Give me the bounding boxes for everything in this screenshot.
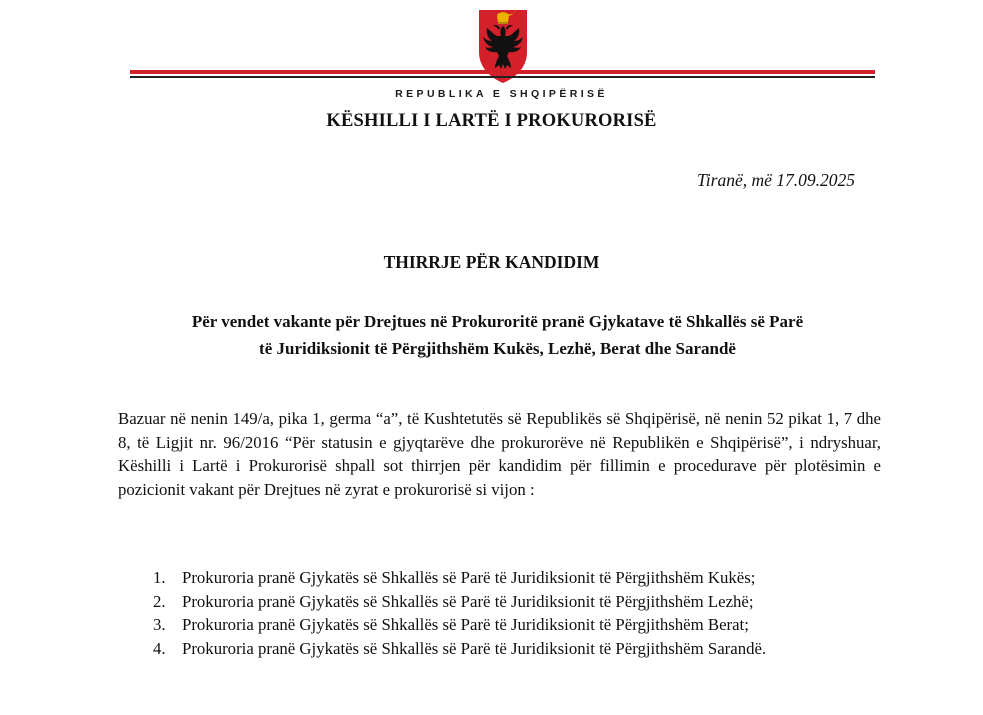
list-item-number: 1. (153, 568, 166, 587)
list-item (118, 613, 891, 637)
dateline: Tiranë, më 17.09.2025 (697, 170, 855, 190)
list-item-text: Prokuroria pranë Gjykatës së Shkallës së Parë të Juridiksionit të Përgjithshëm Berat; (182, 615, 749, 634)
council-title: KËSHILLI I LARTË I PROKURORISË (326, 111, 657, 131)
list-item-number: 2. (153, 591, 166, 611)
header-red-rule (130, 70, 875, 74)
subheading-line-1: Për vendet vakante për Drejtues në Prokuroritë pranë Gjykatave të Shkallës së Parë (191, 312, 804, 331)
list-item-text: Prokuroria pranë Gjykatës së Shkallës së Parë të Juridiksionit të Përgjithshëm Kukës; (182, 568, 756, 587)
republic-title: REPUBLIKA E SHQIPËRISË (395, 88, 608, 100)
document-heading: THIRRJE PËR KANDIDIM (383, 252, 600, 272)
list-item (118, 637, 891, 661)
list-item-number: 3. (153, 615, 166, 634)
list-item-text: Prokuroria pranë Gjykatës së Shkallës së Parë të Juridiksionit të Përgjithshëm Lezhë; (182, 591, 754, 611)
list-item-number: 4. (153, 638, 166, 658)
document-subheading (110, 308, 885, 362)
prosecution-office-list (118, 566, 891, 660)
body-paragraph: Bazuar në nenin 149/a, pika 1, germa “a”, të Kushtetutës së Republikës së Shqipërisë, në nenin 52 pikat 1, 7 dhe 8, të Ligjit nr. 96/2016 “Për statusin e gjyqtarëve dhe prokurorëve në Republikën e Shqipërisë”, i ndryshuar, Këshilli i Lartë i Prokurorisë shpall sot thirrjen për kandidim për fillimin e procedurave për plotësimin e pozicionit vakant për Drejtues në zyrat e prokurorisë si vijon : (118, 409, 881, 499)
list-item (118, 590, 891, 614)
subheading-line-2: të Juridiksionit të Përgjithshëm Kukës, Lezhë, Berat dhe Sarandë (259, 339, 736, 358)
header-black-rule (130, 76, 875, 78)
list-item (118, 566, 891, 590)
list-item-text: Prokuroria pranë Gjykatës së Shkallës së Parë të Juridiksionit të Përgjithshëm Sarandë. (182, 638, 767, 658)
